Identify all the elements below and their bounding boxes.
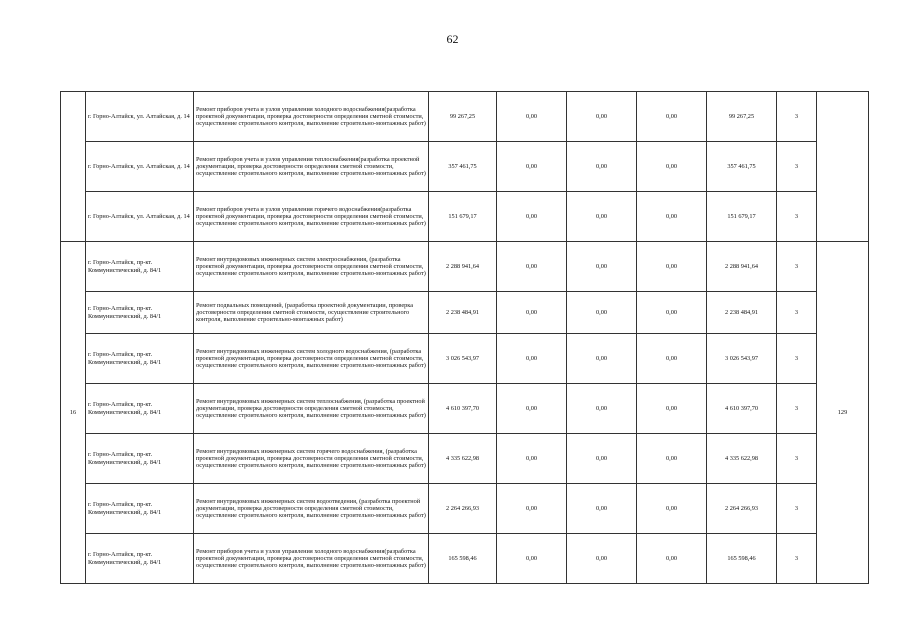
amount-cell-c4: 3 026 543,97: [707, 334, 777, 384]
amount-cell-total: 2 264 266,93: [429, 484, 497, 534]
amount-cell-total: 357 461,75: [429, 142, 497, 192]
amount-cell-c1: 0,00: [497, 292, 567, 334]
amount-cell-c3: 0,00: [637, 334, 707, 384]
amount-cell-c4: 2 264 266,93: [707, 484, 777, 534]
table-row: [61, 534, 869, 584]
table-row: [61, 242, 869, 292]
table-row: [61, 484, 869, 534]
code-cell: 3: [777, 192, 817, 242]
amount-cell-c3: 0,00: [637, 292, 707, 334]
amount-cell-c4: 4 610 397,70: [707, 384, 777, 434]
amount-cell-c1: 0,00: [497, 242, 567, 292]
row-total-empty: [817, 92, 869, 242]
amount-cell-c2: 0,00: [567, 534, 637, 584]
amount-cell-c4: 165 598,46: [707, 534, 777, 584]
work-description-cell: Ремонт приборов учета и узлов управления теплоснабжения(разработка проектной документации, проверка достоверности определения сметной стоимости, осуществление строительного контроля, выполнение строительно-монтажных работ): [194, 142, 429, 192]
address-cell: г. Горно-Алтайск, пр-кт. Коммунистический, д. 84/1: [86, 242, 194, 292]
table-row: [61, 384, 869, 434]
amount-cell-c3: 0,00: [637, 484, 707, 534]
amount-cell-c2: 0,00: [567, 142, 637, 192]
amount-cell-c4: 357 461,75: [707, 142, 777, 192]
row-index-empty: [61, 92, 86, 242]
amount-cell-c3: 0,00: [637, 242, 707, 292]
work-description-cell: Ремонт приборов учета и узлов управления горячего водоснабжения(разработка проектной документации, проверка достоверности определения сметной стоимости, осуществление строительного контроля, выполнение строительно-монтажных работ): [194, 192, 429, 242]
table-row: [61, 292, 869, 334]
group-index-cell: 16: [61, 242, 86, 584]
amount-cell-c2: 0,00: [567, 434, 637, 484]
amount-cell-c3: 0,00: [637, 142, 707, 192]
table-row: [61, 334, 869, 384]
table-row: [61, 192, 869, 242]
amount-cell-c2: 0,00: [567, 334, 637, 384]
amount-cell-total: 151 679,17: [429, 192, 497, 242]
amount-cell-c2: 0,00: [567, 192, 637, 242]
address-cell: г. Горно-Алтайск, пр-кт. Коммунистический, д. 84/1: [86, 384, 194, 434]
group-total-cell: 129: [817, 242, 869, 584]
page-number: 62: [446, 32, 459, 46]
amount-cell-total: 165 598,46: [429, 534, 497, 584]
work-description-cell: Ремонт приборов учета и узлов управления холодного водоснабжения(разработка проектной документации, проверка достоверности определения сметной стоимости, осуществление строительного контроля, выполнение строительно-монтажных работ): [194, 534, 429, 584]
table-row: [61, 434, 869, 484]
amount-cell-c3: 0,00: [637, 192, 707, 242]
address-cell: г. Горно-Алтайск, ул. Алтайская, д. 14: [86, 142, 194, 192]
amount-cell-c1: 0,00: [497, 92, 567, 142]
address-cell: г. Горно-Алтайск, пр-кт. Коммунистический, д. 84/1: [86, 484, 194, 534]
amount-cell-c3: 0,00: [637, 384, 707, 434]
address-cell: г. Горно-Алтайск, пр-кт. Коммунистический, д. 84/1: [86, 292, 194, 334]
address-cell: г. Горно-Алтайск, пр-кт. Коммунистический, д. 84/1: [86, 434, 194, 484]
table-row: [61, 92, 869, 142]
amount-cell-c1: 0,00: [497, 334, 567, 384]
amount-cell-c3: 0,00: [637, 92, 707, 142]
amount-cell-c4: 2 288 941,64: [707, 242, 777, 292]
work-description-cell: Ремонт внутридомовых инженерных систем холодного водоснабжения, (разработка проектной документации, проверка достоверности определения сметной стоимости, осуществление строительного контроля, выполнение строительно-монтажных работ): [194, 334, 429, 384]
work-description-cell: Ремонт внутридомовых инженерных систем водоотведения, (разработка проектной документации, проверка достоверности определения сметной стоимости, осуществление строительного контроля, выполнение строительно-монтажных работ): [194, 484, 429, 534]
work-description-cell: Ремонт внутридомовых инженерных систем электроснабжения, (разработка проектной документации, проверка достоверности определения сметной стоимости, осуществление строительного контроля, выполнение строительно-монтажных работ): [194, 242, 429, 292]
address-cell: г. Горно-Алтайск, пр-кт. Коммунистический, д. 84/1: [86, 334, 194, 384]
amount-cell-c1: 0,00: [497, 434, 567, 484]
amount-cell-c3: 0,00: [637, 534, 707, 584]
amount-cell-total: 4 335 622,98: [429, 434, 497, 484]
amount-cell-c4: 99 267,25: [707, 92, 777, 142]
amount-cell-total: 4 610 397,70: [429, 384, 497, 434]
amount-cell-total: 3 026 543,97: [429, 334, 497, 384]
amount-cell-total: 99 267,25: [429, 92, 497, 142]
amount-cell-c2: 0,00: [567, 242, 637, 292]
address-cell: г. Горно-Алтайск, ул. Алтайская, д. 14: [86, 192, 194, 242]
amount-cell-c2: 0,00: [567, 384, 637, 434]
amount-cell-c1: 0,00: [497, 484, 567, 534]
table-row: [61, 142, 869, 192]
amount-cell-c1: 0,00: [497, 534, 567, 584]
address-cell: г. Горно-Алтайск, пр-кт. Коммунистический, д. 84/1: [86, 534, 194, 584]
code-cell: 3: [777, 142, 817, 192]
amount-cell-c2: 0,00: [567, 292, 637, 334]
amount-cell-c1: 0,00: [497, 384, 567, 434]
code-cell: 3: [777, 334, 817, 384]
amount-cell-c3: 0,00: [637, 434, 707, 484]
code-cell: 3: [777, 242, 817, 292]
code-cell: 3: [777, 534, 817, 584]
amount-cell-c1: 0,00: [497, 142, 567, 192]
code-cell: 3: [777, 292, 817, 334]
amount-cell-c4: 4 335 622,98: [707, 434, 777, 484]
code-cell: 3: [777, 434, 817, 484]
works-table: [60, 91, 869, 584]
amount-cell-c4: 2 238 484,91: [707, 292, 777, 334]
amount-cell-total: 2 288 941,64: [429, 242, 497, 292]
amount-cell-c2: 0,00: [567, 484, 637, 534]
amount-cell-total: 2 238 484,91: [429, 292, 497, 334]
amount-cell-c4: 151 679,17: [707, 192, 777, 242]
work-description-cell: Ремонт подвальных помещений, (разработка проектной документации, проверка достоверности определения сметной стоимости, осуществление строительного контроля, выполнение строительно-монтажных работ): [194, 292, 429, 334]
amount-cell-c2: 0,00: [567, 92, 637, 142]
work-description-cell: Ремонт внутридомовых инженерных систем теплоснабжения, (разработка проектной документации, проверка достоверности определения сметной стоимости, осуществление строительного контроля, выполнение строительно-монтажных работ): [194, 384, 429, 434]
code-cell: 3: [777, 484, 817, 534]
code-cell: 3: [777, 384, 817, 434]
amount-cell-c1: 0,00: [497, 192, 567, 242]
code-cell: 3: [777, 92, 817, 142]
work-description-cell: Ремонт внутридомовых инженерных систем горячего водоснабжения, (разработка проектной документации, проверка достоверности определения сметной стоимости, осуществление строительного контроля, выполнение строительно-монтажных работ): [194, 434, 429, 484]
address-cell: г. Горно-Алтайск, ул. Алтайская, д. 14: [86, 92, 194, 142]
work-description-cell: Ремонт приборов учета и узлов управления холодного водоснабжения(разработка проектной документации, проверка достоверности определения сметной стоимости, осуществление строительного контроля, выполнение строительно-монтажных работ): [194, 92, 429, 142]
